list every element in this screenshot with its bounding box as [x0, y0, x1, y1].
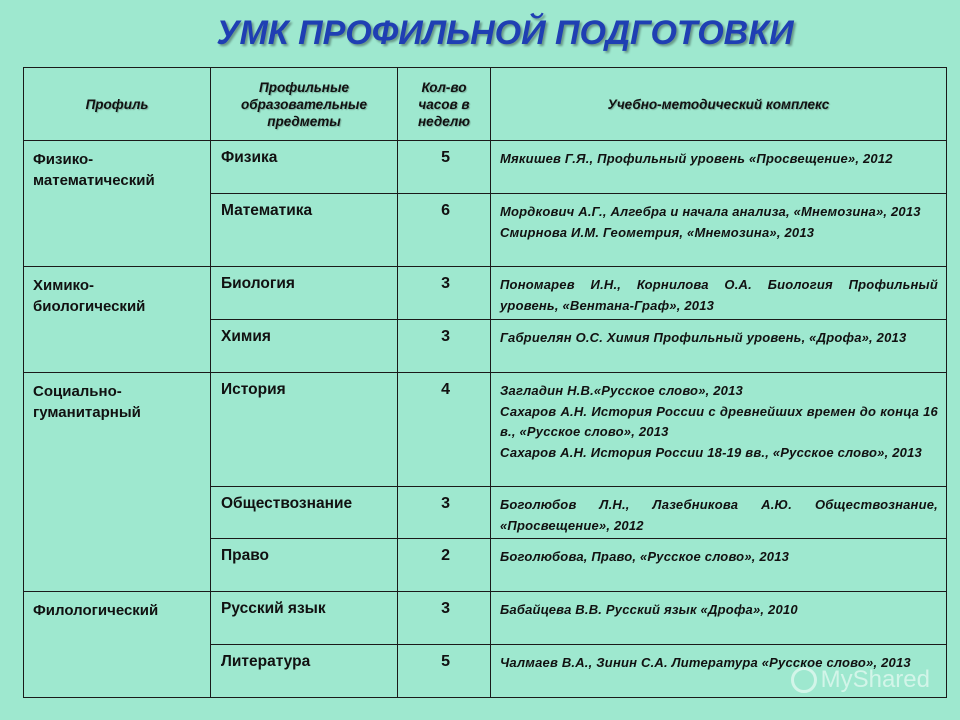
watermark — [791, 666, 930, 694]
umk-entry: Загладин Н.В.«Русское слово», 2013 — [500, 383, 743, 398]
umk-cell — [491, 539, 947, 592]
subject-cell: Химия — [211, 320, 398, 373]
umk-cell — [491, 592, 947, 645]
header-profile: Профиль — [24, 68, 211, 141]
table-row — [24, 141, 947, 194]
hours-cell: 6 — [398, 194, 491, 267]
table-row — [24, 592, 947, 645]
header-subjects-line: образовательные — [241, 96, 367, 112]
profile-line: Химико- — [33, 277, 95, 294]
subject-cell: Обществознание — [211, 487, 398, 539]
header-row — [24, 68, 947, 141]
profile-line: математический — [33, 172, 155, 189]
header-subjects-line: предметы — [267, 113, 341, 129]
umk-cell — [491, 267, 947, 320]
subject-cell: Биология — [211, 267, 398, 320]
umk-cell — [491, 194, 947, 267]
table-row — [24, 373, 947, 487]
umk-entry: Бабайцева В.В. Русский язык «Дрофа», 2010 — [500, 602, 798, 617]
subject-cell: Право — [211, 539, 398, 592]
umk-cell — [491, 320, 947, 373]
subject-cell: Литература — [211, 645, 398, 698]
watermark-text: MyShared — [820, 666, 930, 693]
hours-cell: 5 — [398, 645, 491, 698]
table-row — [24, 267, 947, 320]
profile-line: биологический — [33, 298, 146, 315]
subject-cell: Математика — [211, 194, 398, 267]
umk-entry: Габриелян О.С. Химия Профильный уровень, «Дрофа», 2013 — [500, 330, 907, 345]
subject-cell: Русский язык — [211, 592, 398, 645]
umk-cell — [491, 373, 947, 487]
hours-cell: 3 — [398, 592, 491, 645]
profile-line: Филологический — [33, 602, 159, 619]
header-hours — [398, 68, 491, 141]
umk-cell — [491, 487, 947, 539]
profile-cell — [24, 373, 211, 592]
header-hours-line: неделю — [418, 113, 470, 129]
umk-entry: Боголюбов Л.Н., Лазебникова А.Ю. Обществознание, «Просвещение», 2012 — [500, 497, 938, 533]
hours-cell: 4 — [398, 373, 491, 487]
umk-entry: Чалмаев В.А., Зинин С.А. Литература «Русское слово», 2013 — [500, 655, 911, 670]
hours-cell: 3 — [398, 320, 491, 373]
header-hours-line: Кол-во — [421, 79, 467, 95]
profile-cell — [24, 141, 211, 267]
hours-cell: 5 — [398, 141, 491, 194]
header-umk: Учебно-методический комплекс — [491, 68, 947, 141]
hours-cell: 3 — [398, 487, 491, 539]
umk-entry: Мордкович А.Г., Алгебра и начала анализа, «Мнемозина», 2013 — [500, 204, 921, 219]
header-subjects — [211, 68, 398, 141]
profile-line: Социально- — [33, 383, 122, 400]
profile-line: гуманитарный — [33, 404, 141, 421]
umk-entry: Смирнова И.М. Геометрия, «Мнемозина», 2013 — [500, 224, 815, 240]
umk-cell — [491, 141, 947, 194]
page-title: УМК ПРОФИЛЬНОЙ ПОДГОТОВКИ — [216, 14, 794, 52]
umk-entry: Сахаров А.Н. История России с древнейших времен до конца 16 в., «Русское слово», 2013 — [500, 403, 938, 439]
umk-entry: Сахаров А.Н. История России 18-19 вв., «Русское слово», 2013 — [500, 444, 922, 460]
umk-table — [23, 67, 947, 698]
header-subjects-line: Профильные — [259, 79, 349, 95]
subject-cell: Физика — [211, 141, 398, 194]
profile-cell — [24, 267, 211, 373]
hours-cell: 2 — [398, 539, 491, 592]
subject-cell: История — [211, 373, 398, 487]
profile-line: Физико- — [33, 151, 94, 168]
profile-cell — [24, 592, 211, 698]
umk-entry: Пономарев И.Н., Корнилова О.А. Биология Профильный уровень, «Вентана-Граф», 2013 — [500, 277, 938, 313]
umk-entry: Мякишев Г.Я., Профильный уровень «Просвещение», 2012 — [500, 151, 893, 166]
umk-entry: Боголюбова, Право, «Русское слово», 2013 — [500, 549, 790, 564]
hours-cell: 3 — [398, 267, 491, 320]
watermark-logo-icon — [791, 667, 817, 693]
header-hours-line: часов в — [418, 96, 470, 112]
